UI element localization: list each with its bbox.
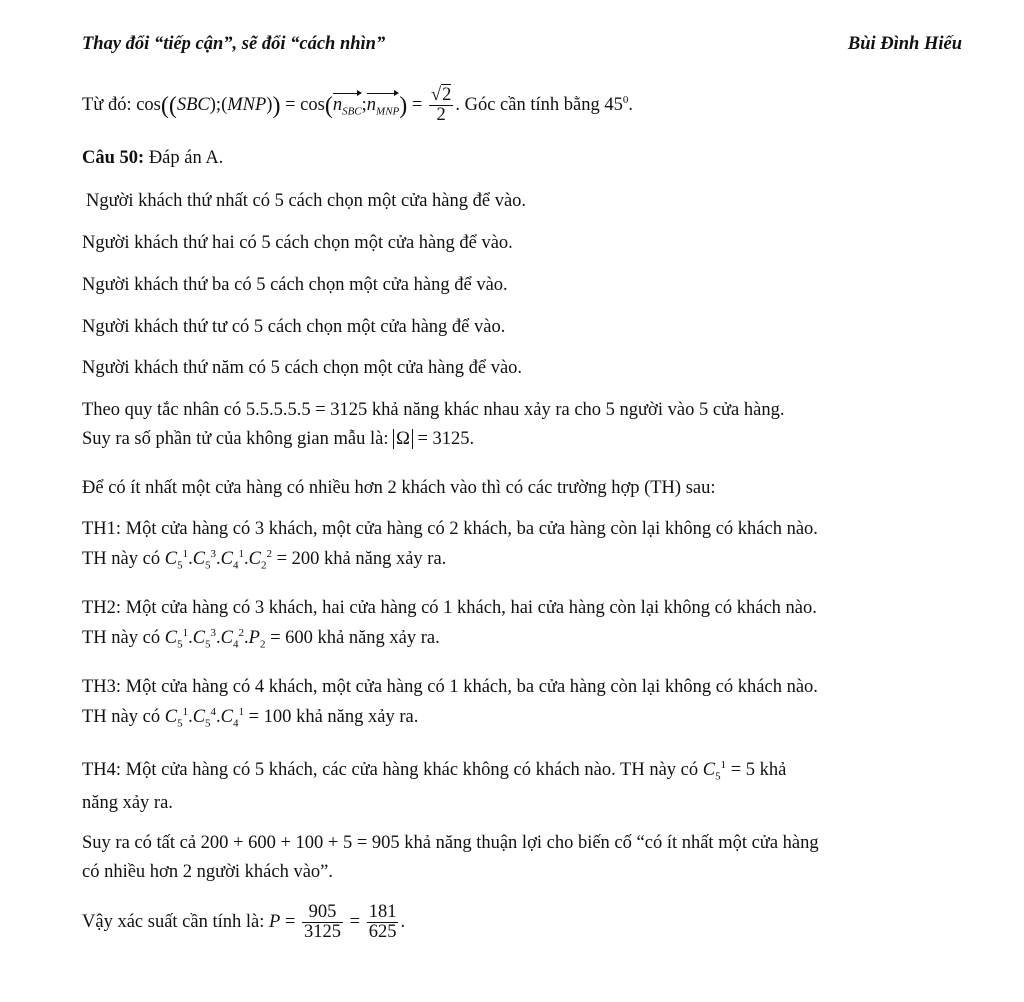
customer-line-3: Người khách thứ ba có 5 cách chọn một cửa hàng để vào.	[82, 275, 508, 295]
question-50: Câu 50: Đáp án A.	[82, 148, 224, 168]
sum-line-2: có nhiều hơn 2 người khách vào”.	[82, 862, 334, 882]
th3-line-2: TH này có $C_5^1.C_5^4.C_4^1 = 100$ khả năng xảy ra.	[82, 705, 419, 730]
cases-intro: Để có ít nhất một cửa hàng có nhiều hơn 2 khách vào thì có các trường hợp (TH) sau:	[82, 478, 716, 498]
sum-line-1: Suy ra có tất cả 200 + 600 + 100 + 5 = 905 khả năng thuận lợi cho biến cố “có ít nhất một cửa hàng	[82, 833, 819, 853]
header-right: Bùi Đình Hiếu	[847, 34, 962, 54]
probability-line: Vậy xác suất cần tính là: P = $\frac{905}{3125}$ = $\frac{181}{625}$ .	[82, 902, 406, 943]
customer-line-2: Người khách thứ hai có 5 cách chọn một cửa hàng để vào.	[82, 233, 513, 253]
sqrt2-over-2: $\frac{√2}{2}$	[430, 85, 452, 126]
th4-line-2: năng xảy ra.	[82, 793, 173, 813]
customer-line-1: Người khách thứ nhất có 5 cách chọn một cửa hàng để vào.	[86, 191, 527, 211]
th2-line-2: TH này có $C_5^1.C_5^3.C_4^2.P_2 = 600$ khả năng xảy ra.	[82, 626, 440, 651]
th4-line-1: TH4: Một cửa hàng có 5 khách, các cửa hàng khác không có khách nào. TH này có $C_5^1 = 5$ khả	[82, 758, 787, 783]
customer-line-4: Người khách thứ tư có 5 cách chọn một cửa hàng để vào.	[82, 317, 506, 337]
th1-line-2: TH này có $C_5^1.C_5^3.C_4^1.C_2^2 = 200$ khả năng xảy ra.	[82, 547, 447, 572]
fraction-181-625: $\frac{181}{625}$	[368, 902, 397, 943]
cos-line: Từ đó: cos((SBC);(MNP)) = $\cos(n_{SBC};n_{MNP})$ = $\frac{√2}{2}$ . Góc cần tính bằng $45^0$.	[82, 85, 633, 126]
customer-line-5: Người khách thứ năm có 5 cách chọn một cửa hàng để vào.	[82, 358, 523, 378]
th2-line-1: TH2: Một cửa hàng có 3 khách, hai cửa hàng có 1 khách, hai cửa hàng còn lại không có khách nào.	[82, 598, 817, 618]
th1-line-1: TH1: Một cửa hàng có 3 khách, một cửa hàng có 2 khách, ba cửa hàng còn lại không có khách nào.	[82, 519, 818, 539]
rule-line-1: Theo quy tắc nhân có 5.5.5.5.5 = 3125 khả năng khác nhau xảy ra cho 5 người vào 5 cửa hàng.	[82, 400, 785, 420]
fraction-905-3125: $\frac{905}{3125}$	[304, 902, 341, 943]
header-left: Thay đổi “tiếp cận”, sẽ đổi “cách nhìn”	[82, 34, 386, 54]
rule-line-2: Suy ra số phần tử của không gian mẫu là: Ω = 3125.	[82, 429, 475, 449]
th3-line-1: TH3: Một cửa hàng có 4 khách, một cửa hàng có 1 khách, ba cửa hàng còn lại không có khách nào.	[82, 677, 818, 697]
